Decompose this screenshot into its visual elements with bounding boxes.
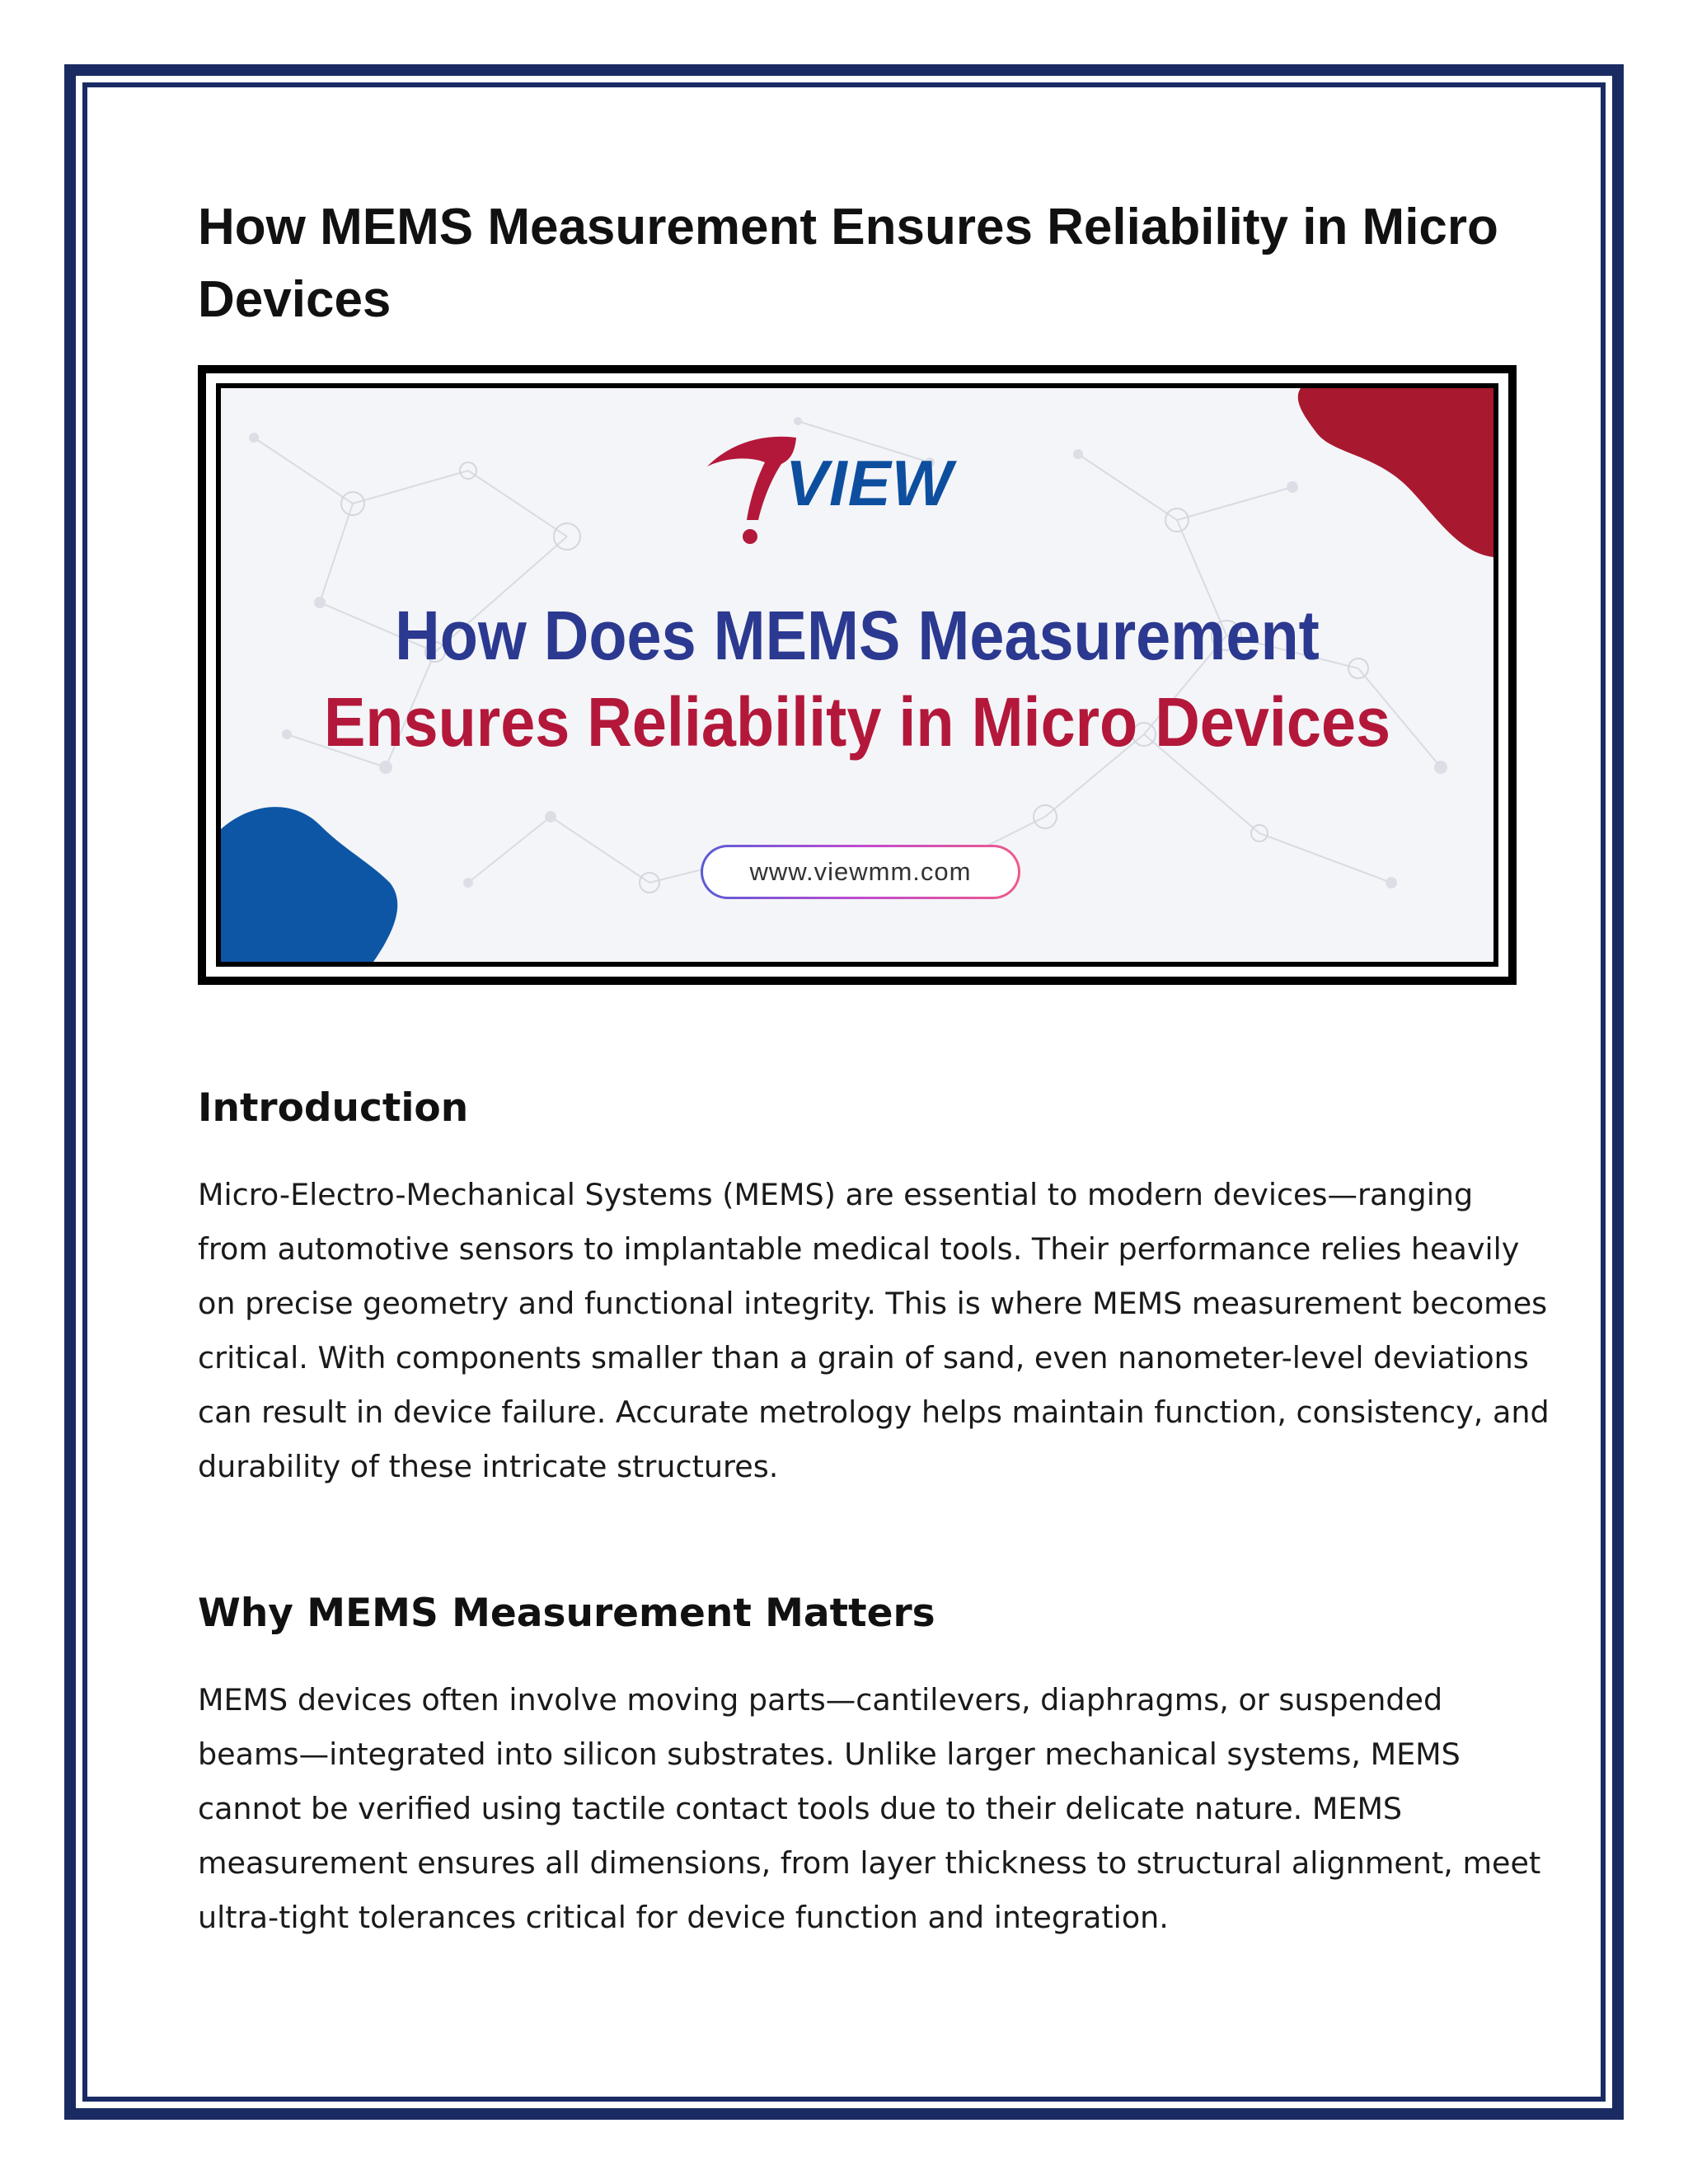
blue-blob-shape — [221, 807, 397, 962]
banner-headline-line2: Ensures Reliability in Micro Devices — [323, 683, 1391, 761]
red-blob-shape — [1298, 388, 1493, 557]
section-heading-introduction: Introduction — [198, 1085, 469, 1131]
website-url-text: www.viewmm.com — [703, 847, 1018, 897]
section-heading-why-matters: Why MEMS Measurement Matters — [198, 1591, 935, 1636]
page-title: How MEMS Measurement Ensures Reliability in Micro Devices — [198, 199, 1498, 328]
website-url-pill — [701, 845, 1020, 899]
section-body-introduction: Micro-Electro-Mechanical Systems (MEMS) are essential to modern devices—ranging from automotive sensors to implantable medical tools. Their performance relies heavily on precise geometry and functional integrity. This is where MEMS measurement becomes critical. With components smaller than a grain of sand, even nanometer-level deviations can result in device failure. Accurate metrology helps maintain function, consistency, and durability of these intricate structures. — [198, 1177, 1550, 1484]
banner-headline-line1: How Does MEMS Measurement — [395, 597, 1320, 674]
banner-canvas — [221, 388, 1493, 962]
section-body-why-matters: MEMS devices often involve moving parts—cantilevers, diaphragms, or suspended beams—integrated into silicon substrates. Unlike larger mechanical systems, MEMS cannot be verified using tactile contact tools due to their delicate nature. MEMS measurement ensures all dimensions, from layer thickness to structural alignment, meet ultra-tight tolerances critical for device function and integration. — [198, 1682, 1541, 1935]
view-logo — [699, 429, 979, 553]
logo-text: VIEW — [785, 447, 954, 519]
hero-banner-image — [198, 365, 1517, 985]
